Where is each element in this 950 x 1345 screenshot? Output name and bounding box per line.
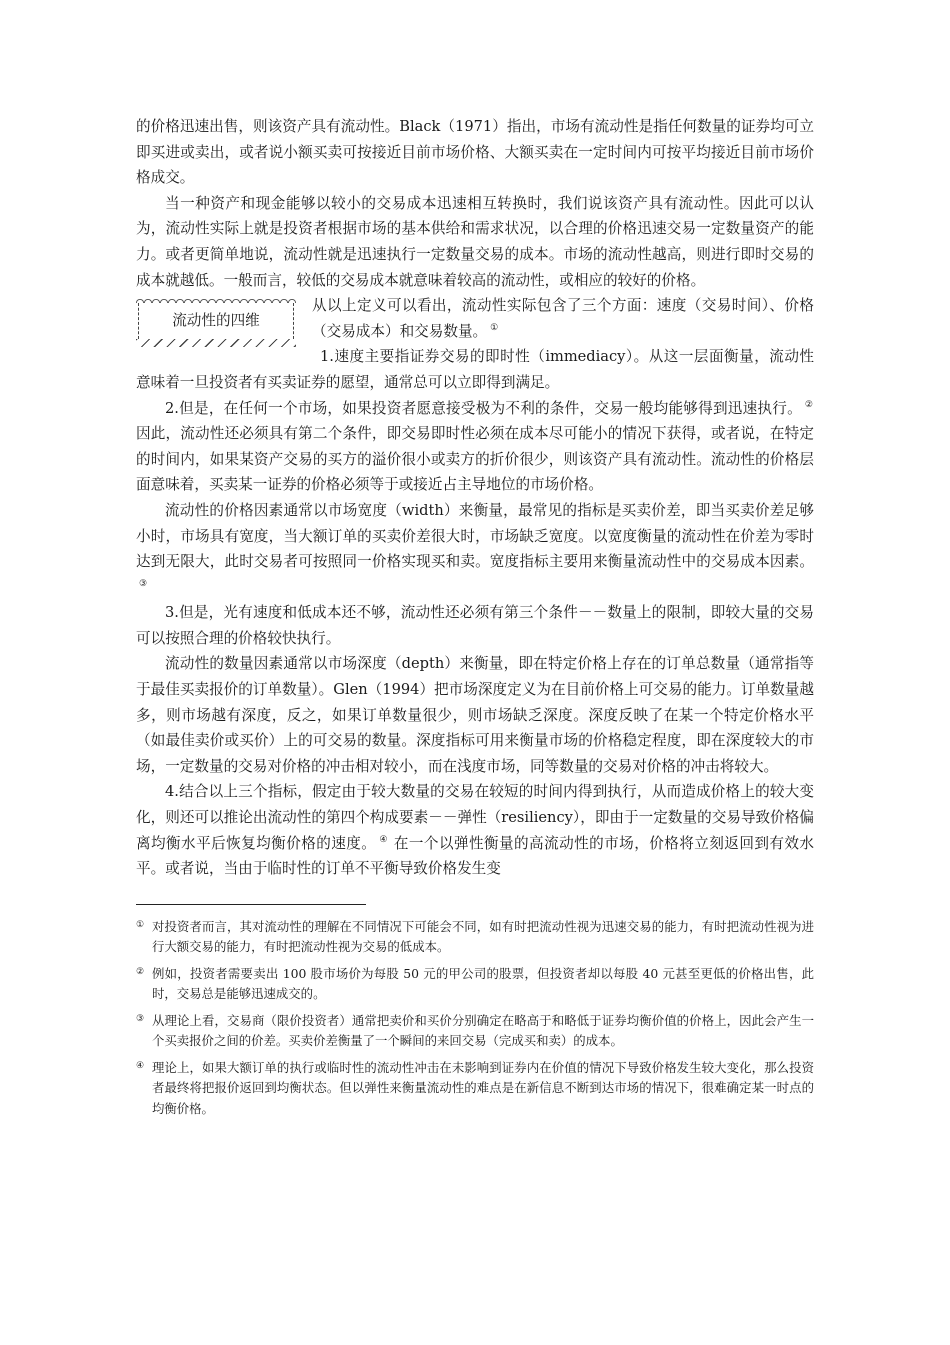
footnote-4 (136, 1058, 814, 1120)
footnote-ref-4[interactable]: ④ (379, 834, 388, 845)
footnote-3 (136, 1011, 814, 1052)
paragraph-4: 1.速度主要指证券交易的即时性（immediacy）。从这一层面衡量，流动性意味着一旦投资者有买卖证券的愿望，通常总可以立即得到满足。 (136, 348, 814, 391)
paragraph-8: 流动性的数量因素通常以市场深度（depth）来衡量，即在特定价格上存在的订单总数量（通常指等于最佳买卖报价的订单数量）。Glen（1994）把市场深度定义为在目前价格上可交易的能力。订单数量越多，则市场越有深度，反之，如果订单数量很少，则市场缺乏深度。深度反映了在某一个特定价格水平（如最佳卖价或买价）上的可交易的数量。深度指标可用来衡量市场的价格稳定程度，即在深度较大的市场，一定数量的交易对价格的冲击相对较小，而在浅度市场，同等数量的交易对价格的冲击将较大。 (136, 655, 814, 775)
footnote-mark: ① (136, 919, 145, 930)
footnote-1 (136, 917, 814, 958)
footnote-mark: ② (136, 966, 145, 977)
footnote-separator (136, 904, 366, 905)
footnote-2 (136, 964, 814, 1005)
footnote-ref-3[interactable]: ③ (139, 578, 148, 589)
paragraph-2: 当一种资产和现金能够以较小的交易成本迅速相互转换时，我们说该资产具有流动性。因此可以认为，流动性实际上就是投资者根据市场的基本供给和需求状况，以合理的价格迅速交易一定数量资产的能力。或者更简单地说，流动性就是迅速执行一定数量交易的成本。市场的流动性越高，则进行即时交易的成本就越低。一般而言，较低的交易成本就意味着较高的流动性，或相应的较好的价格。 (136, 194, 814, 289)
footnote-mark: ④ (136, 1060, 145, 1071)
wavy-border-bottom (136, 339, 296, 347)
sidebar-annotation-box (136, 295, 296, 347)
footnote-text: 理论上，如果大额订单的执行或临时性的流动性冲击在未影响到证券内在价值的情况下导致价格发生较大变化，那么投资者最终将把报价返回到均衡状态。但以弹性来衡量流动性的难点是在新信息不断到达市场的情况下，很难确定某一时点的均衡价格。 (152, 1059, 814, 1116)
paragraph-3: 从以上定义可以看出，流动性实际包含了三个方面：速度（交易时间）、价格（交易成本）和交易数量。 ① (312, 297, 814, 340)
paragraph-6: 流动性的价格因素通常以市场宽度（width）来衡量，最常见的指标是买卖价差，即当买卖价差足够小时，市场具有宽度，当大额订单的买卖价差很大时，市场缺乏宽度。以宽度衡量的流动性在价差为零时达到无限大，此时交易者可按照同一价格实现买和卖。宽度指标主要用来衡量流动性中的交易成本因素。③ (136, 501, 814, 589)
wavy-border-top (136, 295, 296, 303)
document-page (136, 114, 814, 1125)
sidebar-label: 流动性的四维 (172, 312, 260, 330)
footnote-ref-1[interactable]: ① (490, 322, 499, 333)
paragraph-9: 4.结合以上三个指标，假定由于较大数量的交易在较短的时间内得到执行，从而造成价格上的较大变化，则还可以推论出流动性的第四个构成要素－－弹性（resiliency），即由于一定数量的交易导致价格偏离均衡水平后恢复均衡价格的速度。 ④ 在一个以弹性衡量的高流动性的市场，价格将立刻返回到有效水平。或者说，当由于临时性的订单不平衡导致价格发生变 (136, 783, 814, 878)
footnote-text: 对投资者而言，其对流动性的理解在不同情况下可能会不同，如有时把流动性视为迅速交易的能力，有时把流动性视为进行大额交易的能力，有时把流动性视为交易的低成本。 (152, 918, 814, 955)
footnote-mark: ③ (136, 1013, 145, 1024)
paragraph-1: 的价格迅速出售，则该资产具有流动性。Black（1971）指出，市场有流动性是指任何数量的证券均可立即买进或卖出，或者说小额买卖可按接近目前市场价格、大额买卖在一定时间内可按平均接近目前市场价格成交。 (136, 118, 814, 187)
footnote-text: 例如，投资者需要卖出 100 股市场价为每股 50 元的甲公司的股票，但投资者却以每股 40 元甚至更低的价格出售，此时，交易总是能够迅速成交的。 (152, 965, 814, 1002)
footnote-ref-2[interactable]: ② (804, 399, 813, 410)
paragraph-7: 3.但是，光有速度和低成本还不够，流动性还必须有第三个条件－－数量上的限制，即较大量的交易可以按照合理的价格较快执行。 (136, 604, 814, 647)
footnote-text: 从理论上看，交易商（限价投资者）通常把卖价和买价分别确定在略高于和略低于证券均衡价值的价格上，因此会产生一个买卖报价之间的价差。买卖价差衡量了一个瞬间的来回交易（完成买和卖）的成本。 (152, 1012, 814, 1049)
paragraph-5: 2.但是，在任何一个市场，如果投资者愿意接受极为不利的条件，交易一般均能够得到迅速执行。 ② 因此，流动性还必须具有第二个条件，即交易即时性必须在成本尽可能小的情况下获得，或者说，在特定的时间内，如果某资产交易的买方的溢价很小或卖方的折价很少，则该资产具有流动性。流动性的价格层面意味着，买卖某一证券的价格必须等于或接近占主导地位的市场价格。 (136, 399, 814, 494)
